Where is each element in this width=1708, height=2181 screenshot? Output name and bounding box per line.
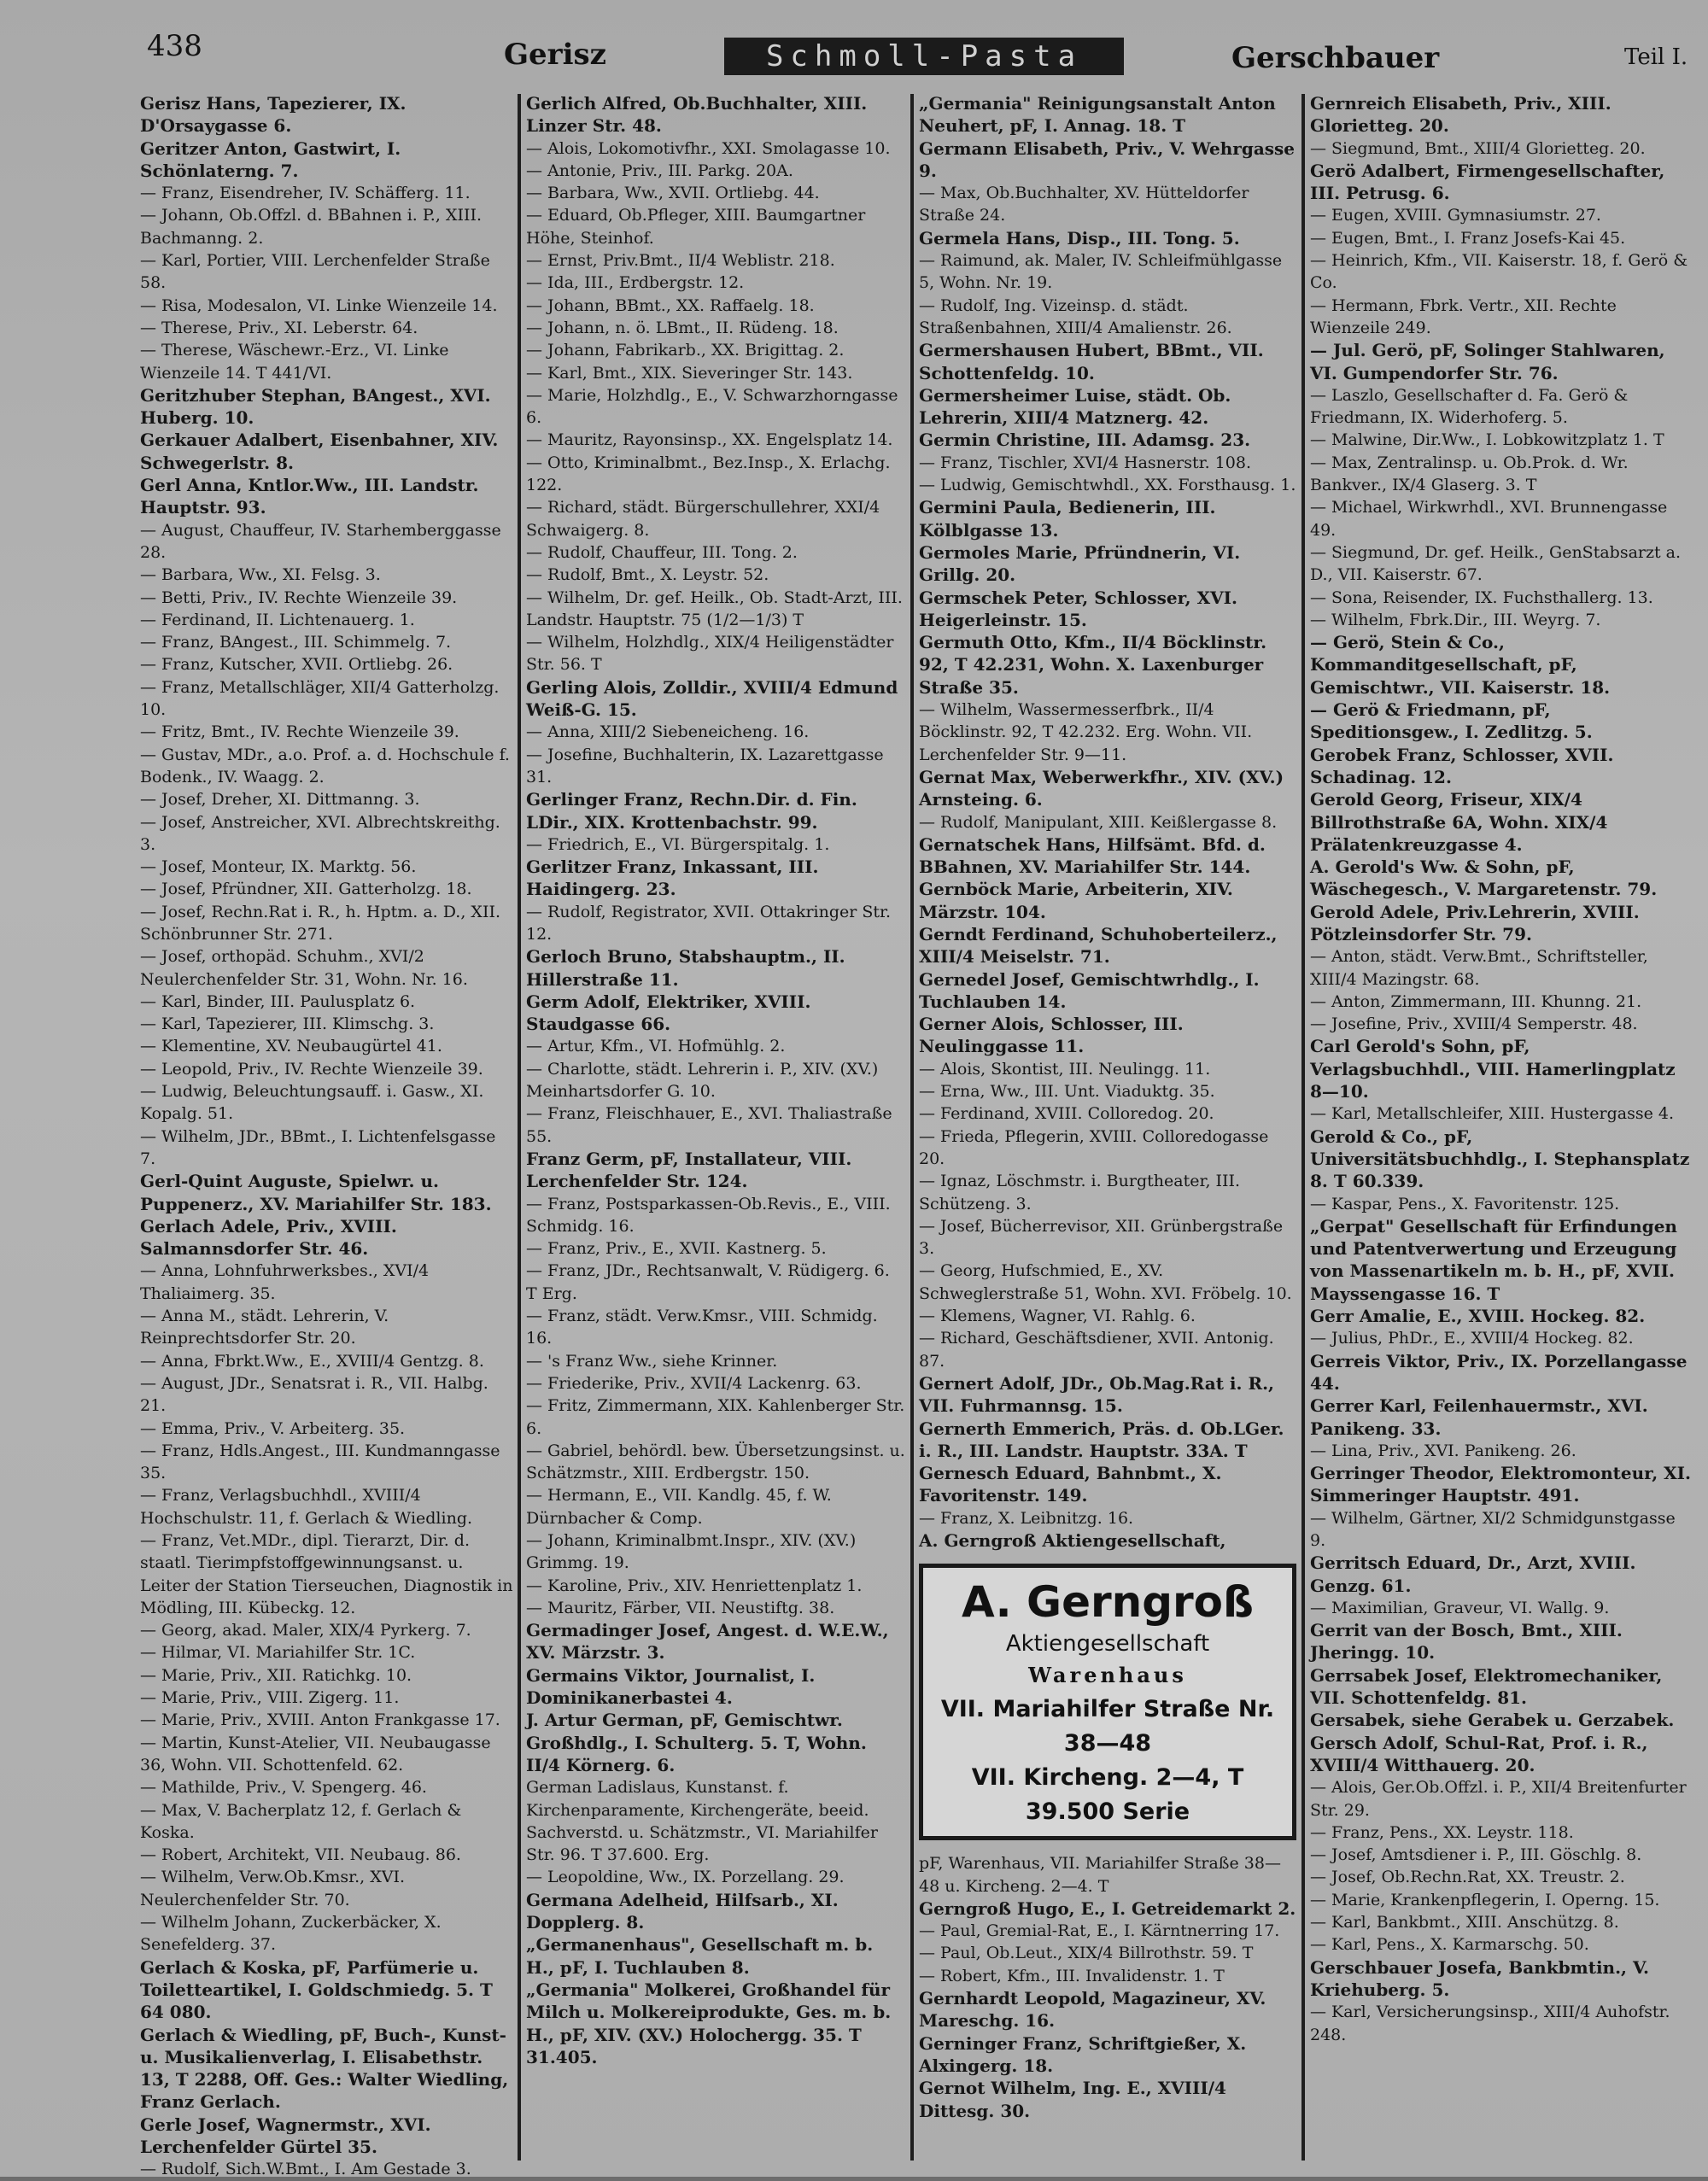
directory-entry: — Ida, III., Erdbergstr. 12.	[526, 273, 745, 293]
directory-entry: — Marie, Holzhdlg., E., V. Schwarzhorngasse 6.	[526, 385, 898, 428]
directory-entry-head: Gerold Adele, Priv.Lehrerin, XVIII. Pötzleinsdorfer Str. 79.	[1310, 901, 1640, 944]
directory-entry-head: Germ Adolf, Elektriker, XVIII. Staudgasse 66.	[526, 991, 811, 1035]
directory-entry-head: Gernerth Emmerich, Präs. d. Ob.LGer. i. R., III. Landstr. Hauptstr. 33A. T	[919, 1418, 1284, 1461]
directory-entry-head: Gerl-Quint Auguste, Spielwr. u. Puppenerz., XV. Mariahilfer Str. 183.	[140, 1171, 492, 1214]
directory-entry-head: Gerndt Ferdinand, Schuhoberteilerz., XIII/4 Meiselstr. 71.	[919, 923, 1278, 968]
directory-entry: — Wilhelm Johann, Zuckerbäcker, X. Senefelderg. 37.	[140, 1913, 442, 1955]
directory-entry-head: Germuth Otto, Kfm., II/4 Böcklinstr. 92, T 42.231, Wohn. X. Laxenburger Straße 35.	[919, 632, 1267, 698]
directory-entry-head: Gerschbauer Josefa, Bankbmtin., V. Kriehuberg. 5.	[1310, 1956, 1649, 2000]
directory-entry: — Marie, Priv., XVIII. Anton Frankgasse 17.	[140, 1710, 500, 1730]
directory-entry-head: Germadinger Josef, Angest. d. W.E.W., XV. Märzstr. 3.	[526, 1620, 889, 1664]
directory-entry: — Josef, Pfründner, XII. Gatterholzg. 18.	[140, 880, 472, 899]
directory-entry: — Franz, Pens., XX. Leystr. 118.	[1310, 1822, 1574, 1842]
directory-entry: — Heinrich, Kfm., VII. Kaiserstr. 18, f. Gerö & Co.	[1310, 251, 1688, 293]
directory-entry: — Josefine, Buchhalterin, IX. Lazarettgasse 31.	[526, 745, 884, 786]
directory-entry-head: Germains Viktor, Journalist, I. Dominikanerbastei 4.	[526, 1664, 816, 1709]
column-divider	[1301, 94, 1305, 2161]
directory-entry: — Eugen, Bmt., I. Franz Josefs-Kai 45.	[1310, 228, 1626, 248]
directory-entry: — Michael, Wirkwrhdl., XVI. Brunnengasse 49.	[1310, 498, 1668, 540]
directory-entry: — Therese, Priv., XI. Leberstr. 64.	[140, 318, 418, 337]
directory-entry: — Martin, Kunst-Atelier, VII. Neubaugasse 36, Wohn. VII. Schottenfeld. 62.	[140, 1733, 491, 1775]
directory-entry-head: Gerle Josef, Wagnermstr., XVI. Lerchenfelder Gürtel 35.	[140, 2114, 431, 2158]
directory-entry-head: — Gerö & Friedmann, pF, Speditionsgew., I. Zedlitzg. 5.	[1310, 699, 1593, 743]
directory-entry-head: Gernedel Josef, Gemischtwrhdlg., I. Tuchlauben 14.	[919, 968, 1260, 1012]
directory-entry: — Alois, Lokomotivfhr., XXI. Smolagasse 10.	[526, 138, 891, 158]
directory-entry: — Wilhelm, Holzhdlg., XIX/4 Heiligenstädter Str. 56. T	[526, 633, 894, 675]
directory-entry: — Raimund, ak. Maler, IV. Schleifmühlgasse 5, Wohn. Nr. 19.	[919, 251, 1283, 293]
directory-entry: — Friedrich, E., VI. Bürgerspitalg. 1.	[526, 834, 830, 854]
directory-entry: — Siegmund, Dr. gef. Heilk., GenStabsarzt a. D., VII. Kaiserstr. 67.	[1310, 542, 1682, 585]
directory-entry: — Wilhelm, Dr. gef. Heilk., Ob. Stadt-Arzt, III. Landstr. Hauptstr. 75 (1/2—1/3) T	[526, 588, 903, 629]
directory-entry: — Robert, Kfm., III. Invalidenstr. 1. T	[919, 1966, 1225, 1985]
directory-entry-head: Franz Germ, pF, Installateur, VIII. Lerchenfelder Str. 124.	[526, 1148, 852, 1192]
directory-entry: — Rudolf, Bmt., X. Leystr. 52.	[526, 565, 769, 585]
directory-entry: — Siegmund, Bmt., XIII/4 Glorietteg. 20.	[1310, 138, 1646, 158]
directory-entry: — Ignaz, Löschmstr. i. Burgtheater, III. Schützeng. 3.	[919, 1172, 1241, 1213]
directory-entry: — 's Franz Ww., siehe Krinner.	[526, 1351, 778, 1371]
directory-entry: — Franz, Vet.MDr., dipl. Tierarzt, Dir. d. staatl. Tierimpfstoffgewinnungsanst. u. Leiter der Station Tierseuchen, Diagnostik in Mödling, III. Kübeckg. 12.	[140, 1531, 513, 1617]
directory-entry: — Erna, Ww., III. Unt. Viaduktg. 35.	[919, 1082, 1215, 1102]
directory-entry: — Franz, Metallschläger, XII/4 Gatterholzg. 10.	[140, 677, 500, 720]
directory-entry: — Karoline, Priv., XIV. Henriettenplatz 1.	[526, 1576, 863, 1595]
directory-entry-head: Gernatschek Hans, Hilfsämt. Bfd. d. BBahnen, XV. Mariahilfer Str. 144.	[919, 833, 1266, 878]
ad-address-1: VII. Mariahilfer Straße Nr. 38—48	[940, 1696, 1275, 1757]
directory-entry-head: Gerringer Theodor, Elektromonteur, XI. Simmeringer Hauptstr. 491.	[1310, 1463, 1691, 1506]
directory-entry: — Frieda, Pflegerin, XVIII. Colloredogasse 20.	[919, 1126, 1269, 1168]
directory-entry-head: Germela Hans, Disp., III. Tong. 5.	[919, 227, 1240, 249]
directory-entry-head: Gerisz Hans, Tapezierer, IX. D'Orsaygasse 6.	[140, 93, 407, 137]
directory-entry-head: Germershausen Hubert, BBmt., VII. Schottenfeldg. 10.	[919, 340, 1264, 383]
directory-entry: — Mauritz, Färber, VII. Neustiftg. 38.	[526, 1598, 835, 1617]
directory-entry-head: Gernreich Elisabeth, Priv., XIII. Glorietteg. 20.	[1310, 93, 1611, 137]
directory-entry: — Gabriel, behördl. bew. Übersetzungsinst. u. Schätzmstr., XIII. Erdbergstr. 150.	[526, 1441, 905, 1483]
directory-entry: — Marie, Krankenpflegerin, I. Operng. 15.	[1310, 1890, 1660, 1909]
column-3	[915, 92, 1300, 2163]
directory-entry-head: Gernhardt Leopold, Magazineur, XV. Mareschg. 16.	[919, 1988, 1266, 2032]
directory-entry: — Robert, Architekt, VII. Neubaug. 86.	[140, 1845, 461, 1865]
directory-entry-head: Germin Christine, III. Adamsg. 23.	[919, 430, 1251, 451]
directory-entry-head: Gersabek, siehe Gerabek u. Gerzabek.	[1310, 1710, 1675, 1731]
directory-entry: — Risa, Modesalon, VI. Linke Wienzeile 14.	[140, 295, 498, 315]
directory-entry: — Franz, Eisendreher, IV. Schäfferg. 11.	[140, 184, 471, 203]
directory-entry-head: „Germania" Molkerei, Großhandel für Milch u. Molkereiprodukte, Ges. m. b. H., pF, XIV. (XV.) Holochergg. 35. T 31.405.	[526, 1979, 892, 2067]
column-divider	[910, 94, 914, 2161]
directory-entry: — Kaspar, Pens., X. Favoritenstr. 125.	[1310, 1194, 1620, 1213]
directory-entry-head: — Gerö, Stein & Co., Kommanditgesellschaft, pF, Gemischtwr., VII. Kaiserstr. 18.	[1310, 632, 1611, 698]
directory-entry-head: Gerrit van der Bosch, Bmt., XIII. Jheringg. 10.	[1310, 1620, 1623, 1664]
directory-entry: — Josef, Anstreicher, XVI. Albrechtskreithg. 3.	[140, 812, 500, 854]
directory-entry: — Josef, orthopäd. Schuhm., XVI/2 Neulerchenfelder Str. 31, Wohn. Nr. 16.	[140, 947, 468, 989]
directory-entry: — Barbara, Ww., XVII. Ortliebg. 44.	[526, 184, 820, 203]
directory-entry-head: Gerlach & Koska, pF, Parfümerie u. Toiletteartikel, I. Goldschmiedg. 5. T 64 080.	[140, 1956, 493, 2023]
directory-entry: — Richard, Geschäftsdiener, XVII. Antonig. 87.	[919, 1329, 1274, 1371]
directory-entry-head: Gernat Max, Weberwerkfhr., XIV. (XV.) Arnsteing. 6.	[919, 766, 1284, 810]
directory-entry: pF, Warenhaus, VII. Mariahilfer Straße 38—48 u. Kircheng. 2—4. T	[919, 1854, 1281, 1896]
header-ad-banner: Schmoll-Pasta	[724, 38, 1124, 75]
directory-entry-head: Gerner Alois, Schlosser, III. Neulinggasse 11.	[919, 1014, 1184, 1057]
ad-address-2: VII. Kircheng. 2—4, T 39.500 Serie	[971, 1764, 1244, 1826]
directory-entry: — Johann, BBmt., XX. Raffaelg. 18.	[526, 295, 815, 315]
directory-entry: — Franz, städt. Verw.Kmsr., VIII. Schmidg. 16.	[526, 1307, 878, 1348]
directory-entry: — Josef, Bücherrevisor, XII. Grünbergstraße 3.	[919, 1216, 1284, 1259]
directory-entry: — Wilhelm, Verw.Ob.Kmsr., XVI. Neulerchenfelder Str. 70.	[140, 1868, 406, 1909]
directory-entry: — Karl, Metallschleifer, XIII. Hustergasse 4.	[1310, 1104, 1675, 1124]
directory-entry-head: Gerlach Adele, Priv., XVIII. Salmannsdorfer Str. 46.	[140, 1215, 397, 1260]
directory-entry: — Johann, Ob.Offzl. d. BBahnen i. P., XIII. Bachmanng. 2.	[140, 206, 483, 248]
page-number: 438	[147, 29, 202, 63]
directory-entry: — Leopoldine, Ww., IX. Porzellang. 29.	[526, 1868, 845, 1887]
directory-entry: — Franz, Fleischhauer, E., XVI. Thaliastraße 55.	[526, 1104, 892, 1146]
directory-entry: — Sona, Reisender, IX. Fuchsthallerg. 13.	[1310, 588, 1653, 607]
directory-entry: — Anna, Fbrkt.Ww., E., XVIII/4 Gentzg. 8.	[140, 1351, 484, 1371]
directory-entry: — Rudolf, Chauffeur, III. Tong. 2.	[526, 542, 798, 562]
directory-entry-head: Gerlach & Wiedling, pF, Buch-, Kunst- u. Musikalienverlag, I. Elisabethstr. 13, T 2288, Off. Ges.: Walter Wiedling, Franz Gerlach.	[140, 2024, 509, 2113]
directory-entry: — Charlotte, städt. Lehrerin i. P., XIV. (XV.) Meinhartsdorfer G. 10.	[526, 1059, 879, 1102]
directory-entry-head: Gerritsch Eduard, Dr., Arzt, XVIII. Genzg. 61.	[1310, 1552, 1636, 1596]
ad-company-name: A. Gerngroß	[962, 1577, 1254, 1628]
directory-entry: — August, JDr., Senatsrat i. R., VII. Halbg. 21.	[140, 1373, 488, 1416]
directory-entry-head: „Germanenhaus", Gesellschaft m. b. H., pF, I. Tuchlauben 8.	[526, 1934, 874, 1978]
directory-entry: — Alois, Ger.Ob.Offzl. i. P., XII/4 Breitenfurter Str. 29.	[1310, 1778, 1687, 1820]
headword-left: Gerisz	[504, 38, 606, 72]
directory-entry-head: Carl Gerold's Sohn, pF, Verlagsbuchhdl., VIII. Hamerlingplatz 8—10.	[1310, 1036, 1676, 1102]
directory-entry: — Gustav, MDr., a.o. Prof. a. d. Hochschule f. Bodenk., IV. Waagg. 2.	[140, 745, 510, 786]
directory-entry: — Josef, Dreher, XI. Dittmanng. 3.	[140, 790, 420, 810]
directory-entry: — Eugen, XVIII. Gymnasiumstr. 27.	[1310, 206, 1601, 225]
directory-entry: — Maximilian, Graveur, VI. Wallg. 9.	[1310, 1598, 1610, 1617]
directory-entry-head: Gerkauer Adalbert, Eisenbahner, XIV. Schwegerlstr. 8.	[140, 430, 499, 473]
column-divider	[518, 94, 521, 2161]
directory-entry: — Franz, Verlagsbuchhdl., XVIII/4 Hochschulstr. 11, f. Gerlach & Wiedling.	[140, 1486, 473, 1528]
directory-entry: — Anton, städt. Verw.Bmt., Schriftsteller, XIII/4 Mazingstr. 68.	[1310, 947, 1648, 989]
directory-entry-head: Gerold Georg, Friseur, XIX/4 Billrothstraße 6A, Wohn. XIX/4 Prälatenkreuzgasse 4.	[1310, 789, 1608, 855]
directory-entry-head: „Gerpat" Gesellschaft für Erfindungen und Patentverwertung und Erzeugung von Massenartikeln m. b. H., pF, XVII. Mayssengasse 16. T	[1310, 1215, 1677, 1304]
directory-entry: — Therese, Wäschewr.-Erz., VI. Linke Wienzeile 14. T 441/VI.	[140, 341, 449, 383]
directory-entry-head: Gerngroß Hugo, E., I. Getreidemarkt 2.	[919, 1897, 1296, 1919]
directory-entry: — Anton, Zimmermann, III. Khunng. 21.	[1310, 991, 1642, 1011]
directory-entry: — Rudolf, Ing. Vizeinsp. d. städt. Straßenbahnen, XIII/4 Amalienstr. 26.	[919, 295, 1232, 337]
directory-entry: — Karl, Portier, VIII. Lerchenfelder Straße 58.	[140, 251, 490, 293]
directory-entry-head: Gerling Alois, Zolldir., XVIII/4 Edmund Weiß-G. 15.	[526, 676, 898, 721]
directory-entry: — Franz, Hdls.Angest., III. Kundmanngasse 35.	[140, 1441, 500, 1483]
directory-entry: — Marie, Priv., VIII. Zigerg. 11.	[140, 1688, 400, 1708]
directory-entry-head: Gernot Wilhelm, Ing. E., XVIII/4 Dittesg. 30.	[919, 2078, 1226, 2121]
directory-entry: — Hermann, Fbrk. Vertr., XII. Rechte Wienzeile 249.	[1310, 295, 1617, 337]
directory-entry: — Fritz, Bmt., IV. Rechte Wienzeile 39.	[140, 722, 459, 742]
directory-entry: — Max, Zentralinsp. u. Ob.Prok. d. Wr. Bankver., IX/4 Glaserg. 3. T	[1310, 453, 1629, 495]
directory-entry-head: Gerr Amalie, E., XVIII. Hockeg. 82.	[1310, 1306, 1646, 1327]
directory-entry: — Franz, Tischler, XVI/4 Hasnerstr. 108.	[919, 453, 1251, 472]
directory-entry: — Klementine, XV. Neubaugürtel 41.	[140, 1037, 442, 1056]
directory-entry: — Emma, Priv., V. Arbeiterg. 35.	[140, 1418, 406, 1438]
directory-entry: — Eduard, Ob.Pfleger, XIII. Baumgartner Höhe, Steinhof.	[526, 206, 866, 248]
directory-entry-head: Geritzer Anton, Gastwirt, I. Schönlaterng. 7.	[140, 137, 401, 181]
directory-entry: — Malwine, Dir.Ww., I. Lobkowitzplatz 1. T	[1310, 430, 1664, 450]
directory-entry: — Klemens, Wagner, VI. Rahlg. 6.	[919, 1307, 1196, 1326]
directory-entry: — Franz, Postsparkassen-Ob.Revis., E., VIII. Schmidg. 16.	[526, 1194, 891, 1236]
directory-entry-head: Germann Elisabeth, Priv., V. Wehrgasse 9.	[919, 137, 1296, 181]
directory-entry: — Antonie, Priv., III. Parkg. 20A.	[526, 161, 793, 180]
directory-entry-head: Gernböck Marie, Arbeiterin, XIV. Märzstr. 104.	[919, 879, 1233, 922]
page-header	[0, 26, 1708, 94]
directory-entry: — Josef, Amtsdiener i. P., III. Göschlg. 8.	[1310, 1845, 1642, 1865]
directory-entry: — Karl, Bankbmt., XIII. Anschützg. 8.	[1310, 1913, 1619, 1932]
directory-entry: — Marie, Priv., XII. Ratichkg. 10.	[140, 1665, 412, 1685]
directory-entry: — Franz, X. Leibnitzg. 16.	[919, 1508, 1134, 1528]
directory-entry: — Julius, PhDr., E., XVIII/4 Hockeg. 82.	[1310, 1329, 1634, 1348]
directory-entry: — Karl, Pens., X. Karmarschg. 50.	[1310, 1935, 1589, 1955]
directory-entry: — Johann, n. ö. LBmt., II. Rüdeng. 18.	[526, 318, 839, 337]
directory-entry: — Lina, Priv., XVI. Panikeng. 26.	[1310, 1441, 1576, 1460]
directory-entry-head: Gersch Adolf, Schul-Rat, Prof. i. R., XVIII/4 Witthauerg. 20.	[1310, 1732, 1648, 1775]
directory-entry: — Karl, Versicherungsinsp., XIII/4 Auhofstr. 248.	[1310, 2003, 1670, 2044]
directory-entry: — Johann, Fabrikarb., XX. Brigittag. 2.	[526, 341, 845, 360]
directory-entry-head: A. Gerngroß Aktiengesellschaft,	[919, 1530, 1226, 1551]
directory-entry-head: Gerold & Co., pF, Universitätsbuchhdlg., I. Stephansplatz 8. T 60.339.	[1310, 1126, 1690, 1192]
directory-entry: — Josef, Monteur, IX. Marktg. 56.	[140, 857, 417, 877]
directory-entry-head: Gerninger Franz, Schriftgießer, X. Alxingerg. 18.	[919, 2032, 1247, 2076]
directory-entry: German Ladislaus, Kunstanst. f. Kirchenparamente, Kirchengeräte, beeid. Sachverstd. u. Schätzmstr., VI. Mariahilfer Str. 96. T 37.600. Erg.	[526, 1778, 878, 1865]
directory-entry: — Hilmar, VI. Mariahilfer Str. 1C.	[140, 1643, 416, 1663]
gerngross-advertisement	[919, 1564, 1296, 1840]
directory-entry: — Ludwig, Gemischtwhdl., XX. Forsthausg. 1.	[919, 476, 1296, 495]
directory-entry: — Max, V. Bacherplatz 12, f. Gerlach & Koska.	[140, 1800, 462, 1842]
directory-entry-head: Germini Paula, Bedienerin, III. Kölblgasse 13.	[919, 497, 1216, 541]
directory-entry: — Max, Ob.Buchhalter, XV. Hütteldorfer Straße 24.	[919, 184, 1249, 225]
directory-entry: — Franz, Kutscher, XVII. Ortliebg. 26.	[140, 655, 453, 675]
ad-store-type: Warenhaus	[1028, 1663, 1187, 1688]
directory-entry: — Richard, städt. Bürgerschullehrer, XXI/4 Schwaigerg. 8.	[526, 498, 880, 540]
directory-entry: — Laszlo, Gesellschafter d. Fa. Gerö & Friedmann, IX. Widerhoferg. 5.	[1310, 385, 1629, 428]
directory-entry: — Anna M., städt. Lehrerin, V. Reinprechtsdorfer Str. 20.	[140, 1307, 389, 1348]
directory-entry: — Wilhelm, Gärtner, XI/2 Schmidgunstgasse 9.	[1310, 1508, 1676, 1550]
directory-entry-head: Germana Adelheid, Hilfsarb., XI. Dopplerg. 8.	[526, 1889, 839, 1933]
directory-entry: — Fritz, Zimmermann, XIX. Kahlenberger Str. 6.	[526, 1396, 905, 1438]
directory-entry-head: Gerl Anna, Kntlor.Ww., III. Landstr. Hauptstr. 93.	[140, 475, 479, 518]
directory-entry: — Karl, Binder, III. Paulusplatz 6.	[140, 991, 416, 1011]
directory-entry-head: Gernesch Eduard, Bahnbmt., X. Favoritenstr. 149.	[919, 1463, 1222, 1506]
ad-company-form: Aktiengesellschaft	[1005, 1631, 1210, 1658]
directory-entry: — Ferdinand, XVIII. Colloredog. 20.	[919, 1104, 1214, 1124]
directory-entry: — Paul, Ob.Leut., XIX/4 Billrothstr. 59. T	[919, 1944, 1254, 1963]
directory-entry-head: Gernert Adolf, JDr., Ob.Mag.Rat i. R., VII. Fuhrmannsg. 15.	[919, 1372, 1274, 1417]
directory-entry-head: Germoles Marie, Pfründnerin, VI. Grillg. 20.	[919, 541, 1241, 586]
directory-entry-head: Germersheimer Luise, städt. Ob. Lehrerin, XIII/4 Matznerg. 42.	[919, 384, 1231, 429]
directory-entry-head: Gerreis Viktor, Priv., IX. Porzellangasse 44.	[1310, 1350, 1688, 1394]
directory-entry-head: Germschek Peter, Schlosser, XVI. Heigerleinstr. 15.	[919, 587, 1237, 630]
directory-entry: — Anna, Lohnfuhrwerksbes., XVI/4 Thaliaimerg. 35.	[140, 1261, 430, 1303]
directory-entry: — Josef, Ob.Rechn.Rat, XX. Treustr. 2.	[1310, 1868, 1625, 1887]
directory-entry: — Betti, Priv., IV. Rechte Wienzeile 39.	[140, 588, 458, 607]
directory-entry: — Mathilde, Priv., V. Spengerg. 46.	[140, 1778, 427, 1798]
directory-entry: — Josefine, Priv., XVIII/4 Semperstr. 48.	[1310, 1014, 1638, 1034]
directory-entry: — Franz, Priv., E., XVII. Kastnerg. 5.	[526, 1239, 827, 1259]
directory-entry: — Rudolf, Manipulant, XIII. Keißlergasse 8.	[919, 812, 1278, 832]
directory-entry: — Franz, BAngest., III. Schimmelg. 7.	[140, 633, 452, 652]
column-4	[1307, 92, 1695, 2163]
directory-entry-head: A. Gerold's Ww. & Sohn, pF, Wäschegesch., V. Margaretenstr. 79.	[1310, 857, 1658, 900]
directory-entry: — Alois, Skontist, III. Neulingg. 11.	[919, 1059, 1211, 1079]
directory-entry-head: Gerrsabek Josef, Elektromechaniker, VII. Schottenfeldg. 81.	[1310, 1664, 1663, 1709]
directory-entry-head: Geritzhuber Stephan, BAngest., XVI. Huberg. 10.	[140, 384, 491, 429]
directory-entry: — Ernst, Priv.Bmt., II/4 Weblistr. 218.	[526, 251, 835, 271]
headword-right: Gerschbauer	[1231, 41, 1440, 75]
section-label: Teil I.	[1624, 44, 1688, 70]
directory-entry: — Artur, Kfm., VI. Hofmühlg. 2.	[526, 1037, 786, 1056]
directory-entry: — Rudolf, Registrator, XVII. Ottakringer Str. 12.	[526, 902, 892, 944]
directory-entry-head: Gerlinger Franz, Rechn.Dir. d. Fin. LDir., XIX. Krottenbachstr. 99.	[526, 789, 857, 833]
directory-entry-head: Gerloch Bruno, Stabshauptm., II. Hillerstraße 11.	[526, 946, 845, 990]
directory-entry-head: Gerobek Franz, Schlosser, XVII. Schadinag. 12.	[1310, 744, 1614, 787]
directory-entry: — Wilhelm, Fbrk.Dir., III. Weyrg. 7.	[1310, 610, 1601, 629]
directory-entry: — Wilhelm, JDr., BBmt., I. Lichtenfelsgasse 7.	[140, 1126, 496, 1168]
column-2	[523, 92, 909, 2163]
directory-entry: — Franz, JDr., Rechtsanwalt, V. Rüdigerg. 6. T Erg.	[526, 1261, 890, 1303]
directory-entry: — Rudolf, Sich.W.Bmt., I. Am Gestade 3.	[140, 2160, 471, 2179]
directory-entry-head: Gerlich Alfred, Ob.Buchhalter, XIII. Linzer Str. 48.	[526, 93, 868, 137]
column-1	[137, 92, 517, 2179]
directory-entry: — Leopold, Priv., IV. Rechte Wienzeile 39.	[140, 1059, 483, 1079]
directory-entry: — Georg, Hufschmied, E., XV. Schweglerstraße 51, Wohn. XVI. Fröbelg. 10.	[919, 1261, 1292, 1303]
directory-entry: — Johann, Kriminalbmt.Inspr., XIV. (XV.) Grimmg. 19.	[526, 1531, 857, 1573]
directory-entry: — Otto, Kriminalbmt., Bez.Insp., X. Erlachg. 122.	[526, 453, 891, 495]
directory-entry: — Friederike, Priv., XVII/4 Lackenrg. 63.	[526, 1373, 862, 1393]
directory-entry: — Georg, akad. Maler, XIX/4 Pyrkerg. 7.	[140, 1621, 471, 1640]
directory-entry-head: Gerlitzer Franz, Inkassant, III. Haidingerg. 23.	[526, 857, 819, 900]
directory-entry: — Ferdinand, II. Lichtenauerg. 1.	[140, 610, 415, 629]
directory-entry: — Barbara, Ww., XI. Felsg. 3.	[140, 565, 381, 585]
directory-entry-head: „Germania" Reinigungsanstalt Anton Neuhert, pF, I. Annag. 18. T	[919, 93, 1276, 137]
directory-entry: — August, Chauffeur, IV. Starhemberggasse 28.	[140, 520, 501, 562]
directory-entry: — Mauritz, Rayonsinsp., XX. Engelsplatz 14.	[526, 430, 893, 450]
directory-entry: — Karl, Bmt., XIX. Sieveringer Str. 143.	[526, 363, 853, 383]
directory-entry-head: Gerrer Karl, Feilenhauermstr., XVI. Panikeng. 33.	[1310, 1395, 1648, 1439]
directory-entry: — Karl, Tapezierer, III. Klimschg. 3.	[140, 1014, 435, 1034]
directory-entry: — Ludwig, Beleuchtungsauff. i. Gasw., XI. Kopalg. 51.	[140, 1082, 484, 1124]
directory-entry: — Paul, Gremial-Rat, E., I. Kärntnerring 17.	[919, 1921, 1280, 1941]
directory-entry: — Anna, XIII/2 Siebeneicheng. 16.	[526, 722, 810, 742]
directory-entry: — Wilhelm, Wassermesserfbrk., II/4 Böcklinstr. 92, T 42.232. Erg. Wohn. VII. Lerchenfelder Str. 9—11.	[919, 700, 1253, 764]
directory-entry: — Hermann, E., VII. Kandlg. 45, f. W. Dürnbacher & Comp.	[526, 1486, 832, 1528]
directory-entry-head: — Jul. Gerö, pF, Solinger Stahlwaren, VI. Gumpendorfer Str. 76.	[1310, 340, 1665, 383]
directory-entry: — Josef, Rechn.Rat i. R., h. Hptm. a. D., XII. Schönbrunner Str. 271.	[140, 902, 500, 944]
directory-entry-head: Gerö Adalbert, Firmengesellschafter, III. Petrusg. 6.	[1310, 160, 1665, 204]
directory-entry-head: J. Artur German, pF, Gemischtwr. Großhdlg., I. Schulterg. 5. T, Wohn. II/4 Körnerg. 6.	[526, 1710, 867, 1775]
